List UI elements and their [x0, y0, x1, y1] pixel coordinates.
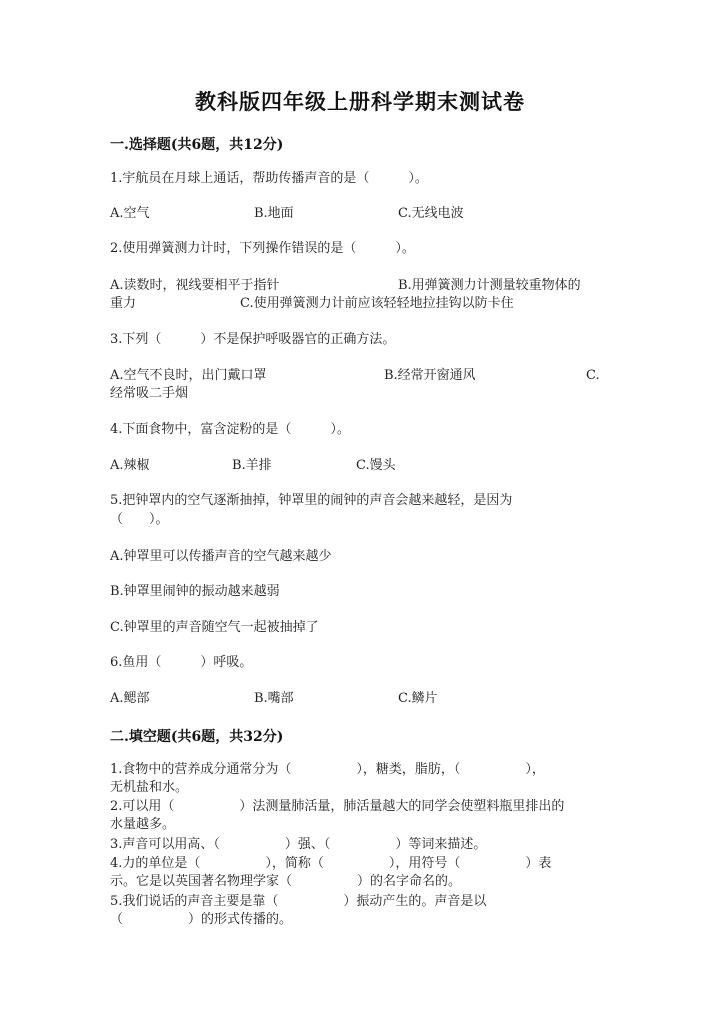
page-title: 教科版四年级上册科学期末测试卷	[195, 89, 525, 114]
option-c: C.鳞片	[398, 691, 438, 706]
fill-in-question: 4.力的单位是（ ），简称（ ），用符号（ ）表	[110, 856, 552, 871]
question-stem: 5.把钟罩内的空气逐渐抽掉，钟罩里的闹钟的声音会越来越轻，是因为	[110, 493, 513, 508]
section-heading-choice: 一.选择题(共6题，共12分)	[110, 137, 284, 153]
option-c: C.馒头	[356, 458, 396, 473]
option-c: C.无线电波	[398, 206, 464, 221]
question-stem: 2.使用弹簧测力计时，下列操作错误的是（ ）。	[110, 241, 415, 256]
option-a: A.辣椒	[110, 458, 150, 473]
option-b: B.嘴部	[254, 691, 294, 706]
fill-in-question-continued: 示。它是以英国著名物理学家（ ）的名字命名的。	[110, 874, 462, 889]
option-c: C.	[586, 368, 600, 383]
question-stem-continued: （ ）。	[110, 512, 169, 527]
fill-in-question-continued: （ ）的形式传播的。	[110, 912, 293, 927]
option-b: B.钟罩里闹钟的振动越来越弱	[110, 584, 280, 599]
fill-in-question-continued: 水量越多。	[110, 817, 176, 832]
option-b: B.羊排	[232, 458, 272, 473]
fill-in-question-continued: 无机盐和水。	[110, 780, 189, 795]
fill-in-question: 2.可以用（ ）法测量肺活量，肺活量越大的同学会使塑料瓶里排出的	[110, 799, 565, 814]
option-a: A.读数时，视线要相平于指针	[110, 278, 280, 293]
option-b: B.用弹簧测力计测量较重物体的	[398, 278, 581, 293]
option-c: C.钟罩里的声音随空气一起被抽掉了	[110, 620, 319, 635]
option-a: A.鳃部	[110, 691, 150, 706]
fill-in-question: 1.食物中的营养成分通常分为（ ），糖类，脂肪，（ ），	[110, 762, 545, 777]
section-heading-fill-in: 二.填空题(共6题，共32分)	[110, 729, 284, 745]
option-a: A.空气不良时，出门戴口罩	[110, 368, 267, 383]
question-stem: 3.下列（ ）不是保护呼吸器官的正确方法。	[110, 332, 396, 347]
question-stem: 4.下面食物中，富含淀粉的是（ ）。	[110, 422, 350, 437]
fill-in-question: 5.我们说话的声音主要是靠（ ）振动产生的。声音是以	[110, 894, 487, 909]
question-stem: 1.宇航员在月球上通话，帮助传播声音的是（ ）。	[110, 171, 428, 186]
option-a: A.空气	[110, 206, 150, 221]
option-c: C.使用弹簧测力计前应该轻轻地拉挂钩以防卡住	[240, 296, 514, 311]
question-stem: 6.鱼用（ ）呼吸。	[110, 655, 253, 670]
fill-in-question: 3.声音可以用高、（ ）强、（ ）等词来描述。	[110, 837, 487, 852]
option-a: A.钟罩里可以传播声音的空气越来越少	[110, 549, 332, 564]
option-b-continued: 重力	[110, 296, 137, 311]
option-c-continued: 经常吸二手烟	[110, 386, 189, 401]
option-b: B.经常开窗通风	[384, 368, 476, 383]
option-b: B.地面	[254, 206, 294, 221]
